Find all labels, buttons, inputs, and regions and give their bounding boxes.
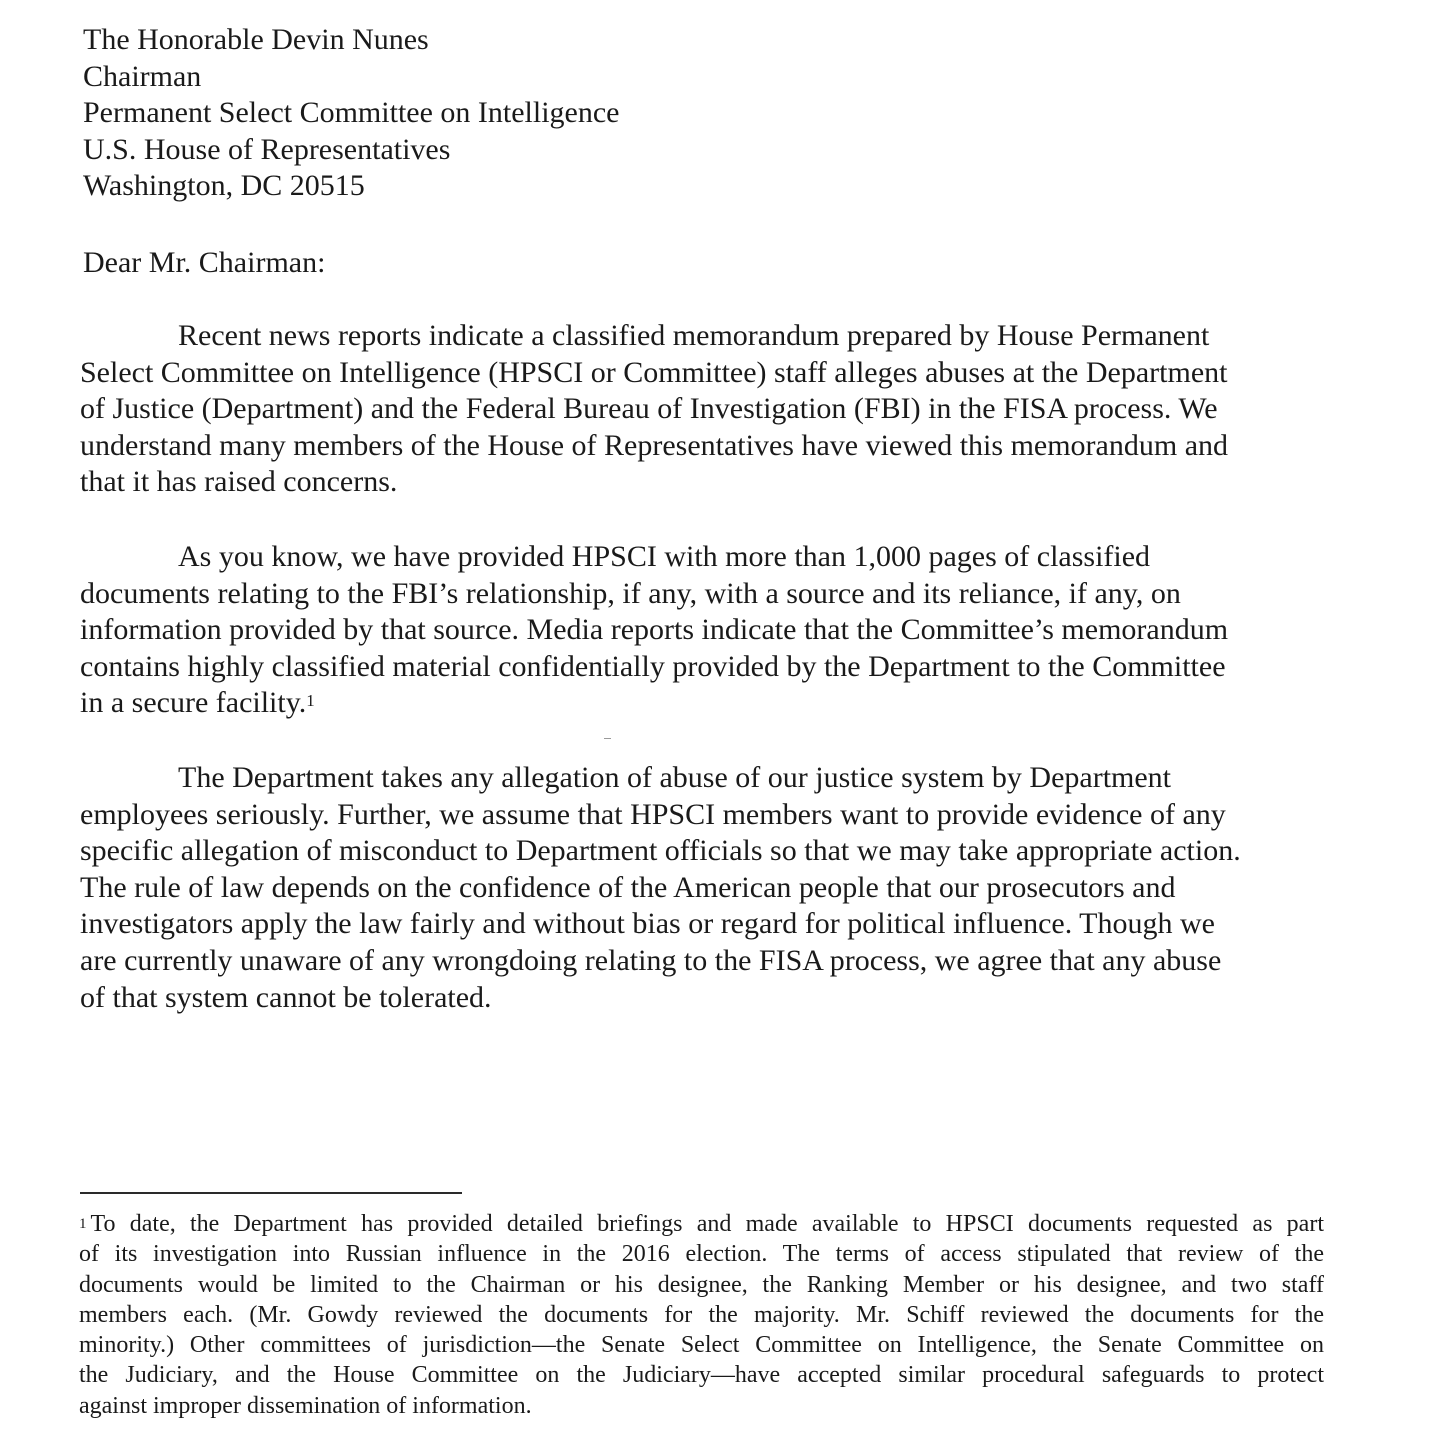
paragraph-line: specific allegation of misconduct to Department officials so that we may take appropriate action. — [80, 834, 1241, 868]
paragraph-line: that it has raised concerns. — [80, 465, 398, 499]
paragraph-line: The Department takes any allegation of abuse of our justice system by Department — [178, 761, 1172, 794]
footnote-line-text: To date, the Department has provided detailed briefings and made available to HPSCI documents requested as part — [90, 1211, 1324, 1237]
footnote-line: members each. (Mr. Gowdy reviewed the documents for the majority. Mr. Schiff reviewed the documents for the — [79, 1301, 1324, 1328]
recipient-city-zip: Washington, DC 20515 — [83, 169, 365, 202]
paragraph-line: Select Committee on Intelligence (HPSCI or Committee) staff alleges abuses at the Department — [80, 355, 1228, 389]
scan-artifact-mark — [604, 738, 611, 739]
paragraph-line: The rule of law depends on the confidence of the American people that our prosecutors and — [80, 870, 1176, 904]
footnote-line: against improper dissemination of information. — [79, 1392, 532, 1419]
footnote-number: 1 — [79, 1216, 87, 1232]
paragraph-line-text: in a secure facility. — [80, 686, 307, 720]
footnote-line: of its investigation into Russian influence in the 2016 election. The terms of access stipulated that review of the — [79, 1241, 1324, 1268]
paragraph-line: of Justice (Department) and the Federal Bureau of Investigation (FBI) in the FISA process. We — [80, 392, 1218, 426]
paragraph-line: are currently unaware of any wrongdoing relating to the FISA process, we agree that any abuse — [80, 943, 1222, 977]
footnote-line: the Judiciary, and the House Committee on the Judiciary—have accepted similar procedural safeguards to protect — [79, 1362, 1324, 1389]
body-paragraph-1 — [80, 318, 1320, 501]
paragraph-line-with-footnote — [80, 685, 1320, 722]
recipient-committee: Permanent Select Committee on Intelligence — [83, 96, 620, 129]
recipient-institution: U.S. House of Representatives — [83, 132, 451, 166]
paragraph-line: documents relating to the FBI’s relationship, if any, with a source and its reliance, if any, on — [80, 576, 1181, 610]
paragraph-line: Recent news reports indicate a classified memorandum prepared by House Permanent — [178, 319, 1210, 352]
paragraph-line: employees seriously. Further, we assume that HPSCI members want to provide evidence of any — [80, 797, 1226, 831]
footnote-line — [79, 1209, 1324, 1239]
paragraph-line: information provided by that source. Media reports indicate that the Committee’s memorandum — [80, 613, 1229, 647]
paragraph-line: of that system cannot be tolerated. — [80, 980, 492, 1014]
footnote-reference: 1 — [306, 691, 315, 711]
salutation: Dear Mr. Chairman: — [83, 246, 326, 279]
footnote-divider — [80, 1192, 462, 1194]
recipient-name: The Honorable Devin Nunes — [83, 23, 429, 56]
body-paragraph-2 — [80, 539, 1320, 722]
recipient-title: Chairman — [83, 59, 202, 93]
paragraph-line: As you know, we have provided HPSCI with more than 1,000 pages of classified — [178, 540, 1151, 573]
recipient-address-block — [83, 22, 620, 205]
paragraph-line: investigators apply the law fairly and without bias or regard for political influence. Though we — [80, 907, 1215, 941]
paragraph-line: contains highly classified material confidentially provided by the Department to the Committee — [80, 649, 1226, 683]
paragraph-line: understand many members of the House of Representatives have viewed this memorandum and — [80, 428, 1229, 462]
footnote-line: documents would be limited to the Chairman or his designee, the Ranking Member or his designee, and two staff — [79, 1271, 1324, 1298]
footnote — [79, 1209, 1324, 1421]
body-paragraph-3 — [80, 760, 1320, 1016]
footnote-line: minority.) Other committees of jurisdiction—the Senate Select Committee on Intelligence, the Senate Committee on — [79, 1332, 1324, 1359]
